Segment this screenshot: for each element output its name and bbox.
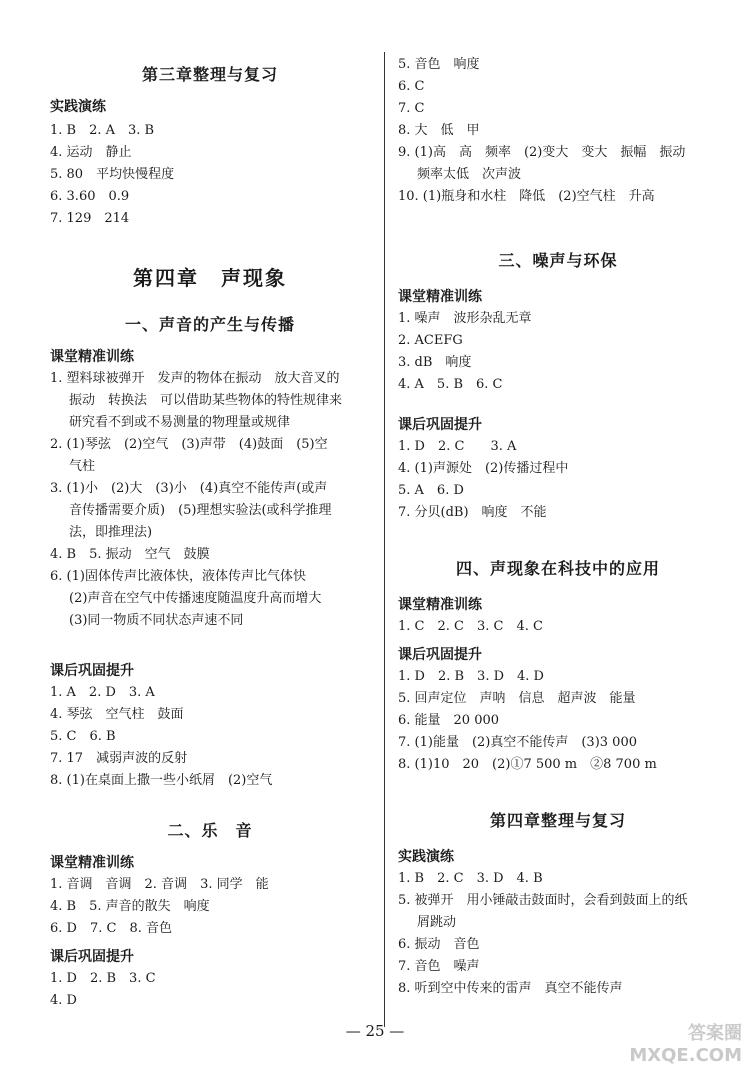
column-divider xyxy=(384,52,385,1027)
answer-line: 1. B 2. C 3. D 4. B xyxy=(398,871,543,886)
answer-line: 2. ACEFG xyxy=(398,333,463,348)
answer-line: 3. dB 响度 xyxy=(398,355,472,370)
answer-line: (3)同一物质不同状态声速不同 xyxy=(69,613,244,628)
answer-line: 振动 转换法 可以借助某些物体的特性规律来 xyxy=(69,393,343,408)
answer-line: 6. C xyxy=(398,79,425,94)
chapter4-number: 第四章 xyxy=(133,266,199,290)
answer-line: 6. 能量 20 000 xyxy=(398,713,500,728)
answer-line: 6. D 7. C 8. 音色 xyxy=(50,921,172,936)
chapter3-review-title: 第三章整理与复习 xyxy=(141,65,278,84)
chapter4-review-title: 第四章整理与复习 xyxy=(489,811,626,830)
answer-line: 5. 回声定位 声呐 信息 超声波 能量 xyxy=(398,691,636,706)
answer-line: 10. (1)瓶身和水柱 降低 (2)空气柱 升高 xyxy=(398,189,655,204)
answer-line: 1. D 2. B 3. C xyxy=(50,971,156,986)
answer-line: 4. (1)声源处 (2)传播过程中 xyxy=(398,461,569,476)
answer-line: 7. (1)能量 (2)真空不能传声 (3)3 000 xyxy=(398,735,637,750)
answer-line: 9. (1)高 高 频率 (2)变大 变大 振幅 振动 xyxy=(398,145,686,160)
answer-line: 8. 大 低 甲 xyxy=(398,123,480,138)
after-class-heading: 课后巩固提升 xyxy=(398,417,482,433)
chapter3-practice xyxy=(50,96,370,230)
answer-line: 3. (1)小 (2)大 (3)小 (4)真空不能传声(或声 xyxy=(50,481,328,496)
answer-line: 6. 3.60 0.9 xyxy=(50,189,130,204)
section1-title: 一、声音的产生与传播 xyxy=(124,315,295,334)
practice-heading: 实践演练 xyxy=(398,849,454,865)
section2-title: 二、乐 音 xyxy=(167,821,253,840)
answer-line: 2. (1)琴弦 (2)空气 (3)声带 (4)鼓面 (5)空 xyxy=(50,437,328,452)
section4-classroom xyxy=(398,594,718,638)
answer-line: 法，即推理法) xyxy=(69,525,153,540)
practice-heading: 实践演练 xyxy=(50,99,106,115)
watermark-line2: MXQE.COM xyxy=(629,1045,742,1066)
after-class-heading: 课后巩固提升 xyxy=(50,949,134,965)
chapter4-practice xyxy=(398,846,718,1000)
answer-line: 5. 音色 响度 xyxy=(398,57,480,72)
answer-line: 7. 分贝(dB) 响度 不能 xyxy=(398,505,547,520)
chapter3-continued-answers xyxy=(398,54,718,208)
section3-classroom xyxy=(398,286,718,396)
answer-line: 4. 琴弦 空气柱 鼓面 xyxy=(50,707,184,722)
chapter4-name: 声现象 xyxy=(221,266,287,290)
answer-line: 7. C xyxy=(398,101,425,116)
section3-title: 三、噪声与环保 xyxy=(498,251,618,270)
answer-line: 1. D 2. C 3. A xyxy=(398,439,517,454)
section1-classroom xyxy=(50,346,370,632)
section2-after-class xyxy=(50,946,370,1012)
answer-line: 1. A 2. D 3. A xyxy=(50,685,155,700)
section2-classroom xyxy=(50,852,370,940)
classroom-heading: 课堂精准训练 xyxy=(50,855,134,871)
answer-line: 1. C 2. C 3. C 4. C xyxy=(398,619,543,634)
after-class-heading: 课后巩固提升 xyxy=(50,663,134,679)
answer-line: 1. 塑料球被弹开 发声的物体在振动 放大音叉的 xyxy=(50,371,340,386)
answer-line: 8. (1)在桌面上撒一些小纸屑 (2)空气 xyxy=(50,773,273,788)
page-number: — 25 — xyxy=(345,1022,405,1040)
answer-line: 屑跳动 xyxy=(417,915,457,930)
answer-line: (2)声音在空气中传播速度随温度升高而增大 xyxy=(69,591,322,606)
answer-line: 5. A 6. D xyxy=(398,483,464,498)
after-class-heading: 课后巩固提升 xyxy=(398,647,482,663)
answer-line: 7. 129 214 xyxy=(50,211,130,226)
answer-line: 1. B 2. A 3. B xyxy=(50,123,155,138)
answer-line: 5. 被弹开 用小锤敲击鼓面时，会看到鼓面上的纸 xyxy=(398,893,688,908)
answer-line: 4. A 5. B 6. C xyxy=(398,377,503,392)
answer-line: 频率太低 次声波 xyxy=(417,167,522,182)
answer-line: 6. (1)固体传声比液体快，液体传声比气体快 xyxy=(50,569,306,584)
answer-line: 6. 振动 音色 xyxy=(398,937,480,952)
answer-line: 研究看不到或不易测量的物理量或规律 xyxy=(69,415,291,430)
answer-line: 8. 听到空中传来的雷声 真空不能传声 xyxy=(398,981,623,996)
answer-line: 4. B 5. 振动 空气 鼓膜 xyxy=(50,547,210,562)
classroom-heading: 课堂精准训练 xyxy=(398,597,482,613)
answer-line: 1. 噪声 波形杂乱无章 xyxy=(398,311,532,326)
answer-line: 7. 17 减弱声波的反射 xyxy=(50,751,188,766)
answer-line: 8. (1)10 20 (2)①7 500 m ②8 700 m xyxy=(398,757,657,772)
section4-after-class xyxy=(398,644,718,776)
chapter4-title xyxy=(50,262,370,291)
answer-line: 5. 80 平均快慢程度 xyxy=(50,167,175,182)
watermark-line1: 答案圈 xyxy=(688,1023,742,1044)
answer-line: 7. 音色 噪声 xyxy=(398,959,480,974)
section3-after-class xyxy=(398,414,718,524)
answer-line: 1. 音调 音调 2. 音调 3. 同学 能 xyxy=(50,877,269,892)
answer-line: 4. 运动 静止 xyxy=(50,145,132,160)
answer-line: 4. B 5. 声音的散失 响度 xyxy=(50,899,210,914)
classroom-heading: 课堂精准训练 xyxy=(398,289,482,305)
classroom-heading: 课堂精准训练 xyxy=(50,349,134,365)
watermark xyxy=(629,1023,742,1067)
answer-line: 1. D 2. B 3. D 4. D xyxy=(398,669,544,684)
section1-after-class xyxy=(50,660,370,792)
answer-line: 5. C 6. B xyxy=(50,729,116,744)
answer-line: 4. D xyxy=(50,993,77,1008)
section4-title: 四、声现象在科技中的应用 xyxy=(455,559,660,578)
answer-line: 音传播需要介质) (5)理想实验法(或科学推理 xyxy=(69,503,332,518)
answer-line: 气柱 xyxy=(69,459,96,474)
